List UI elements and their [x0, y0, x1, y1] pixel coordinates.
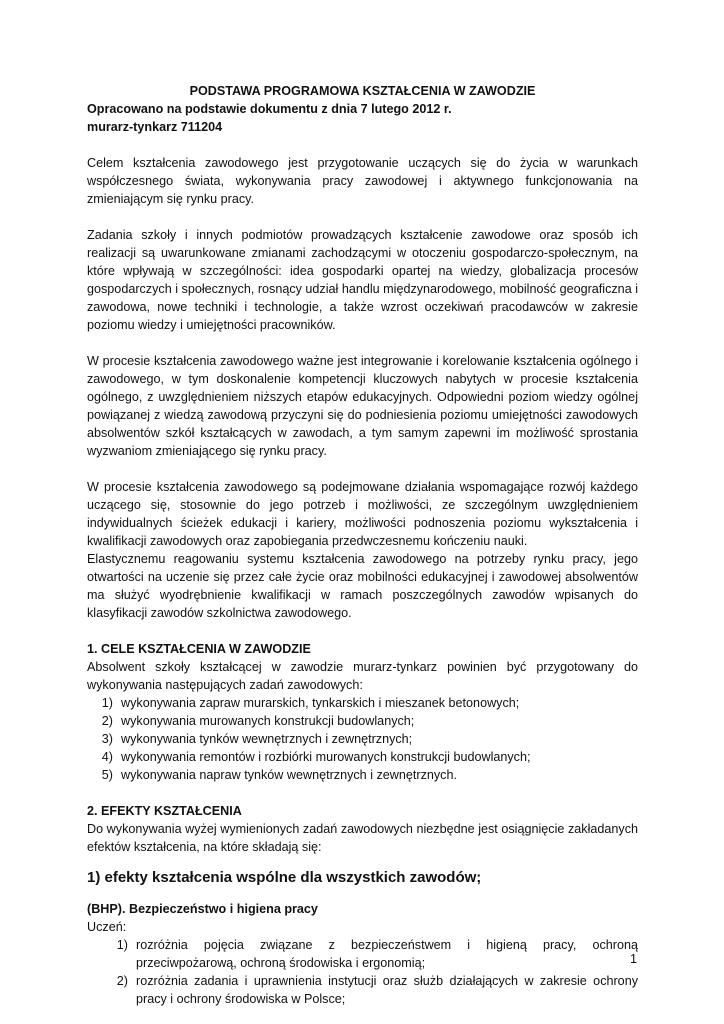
section-heading-goals: 1. CELE KSZTAŁCENIA W ZAWODZIE: [87, 642, 311, 656]
list-number: 4): [101, 750, 113, 764]
page-number: 1: [629, 952, 637, 966]
list-item: [87, 766, 638, 784]
list-text: wykonywania tynków wewnętrznych i zewnętrznych;: [121, 732, 413, 746]
section-intro: Do wykonywania wyżej wymienionych zadań zawodowych niezbędne jest osiągnięcie zakładanych efektów kształcenia, na które składają się:: [87, 822, 638, 854]
list-text: rozróżnia zadania i uprawnienia instytucji oraz służb działających w zakresie ochrony pracy i ochrony środowiska w Polsce;: [136, 974, 638, 1006]
document-page: [87, 82, 638, 1008]
list-number: 5): [101, 768, 113, 782]
paragraph: Celem kształcenia zawodowego jest przygotowanie uczących się do życia w warunkach współczesnego świata, wykonywania pracy zawodowej i aktywnego funkcjonowania na zmieniającym się rynku pracy.: [87, 156, 638, 206]
list-number: 3): [101, 732, 113, 746]
list-text: wykonywania remontów i rozbiórki murowanych konstrukcji budowlanych;: [121, 750, 531, 764]
list-item: [87, 936, 638, 972]
list-number: 2): [116, 974, 128, 988]
subsection-heading: 1) efekty kształcenia wspólne dla wszystkich zawodów;: [87, 869, 482, 886]
learner-label: Uczeń:: [87, 920, 127, 934]
list-number: 1): [116, 938, 128, 952]
list-number: 1): [101, 696, 113, 710]
task-list: [87, 694, 638, 784]
bhp-list: [87, 936, 638, 1008]
list-text: wykonywania murowanych konstrukcji budowlanych;: [121, 714, 415, 728]
paragraph: Elastycznemu reagowaniu systemu kształcenia zawodowego na potrzeby rynku pracy, jego otwartości na uczenie się przez całe życie oraz mobilności edukacyjnej i zawodowej absolwentów ma służyć wyodrębnienie kwalifikacji w ramach poszczególnych zawodów wpisanych do klasyfikacji zawodów szkolnictwa zawodowego.: [87, 552, 638, 620]
list-item: [87, 748, 638, 766]
list-number: 2): [101, 714, 113, 728]
list-item: [87, 730, 638, 748]
paragraph: W procesie kształcenia zawodowego ważne jest integrowanie i korelowanie kształcenia ogólnego i zawodowego, w tym doskonalenie kompetencji kluczowych nabytych w procesie kształcenia ogólnego, z uwzględnieniem niższych etapów edukacyjnych. Odpowiedni poziom wiedzy ogólnej powiązanej z wiedzą zawodową przyczyni się do podniesienia poziomu umiejętności zawodowych absolwentów szkół kształcących w zawodach, a tym samym zapewni im możliwość sprostania wyzwaniom zmieniającego się rynku pracy.: [87, 354, 638, 458]
list-text: wykonywania napraw tynków wewnętrznych i zewnętrznych.: [121, 768, 457, 782]
list-item: [87, 712, 638, 730]
list-item: [87, 972, 638, 1008]
source-line: Opracowano na podstawie dokumentu z dnia 7 lutego 2012 r.: [87, 102, 452, 116]
bhp-heading: (BHP). Bezpieczeństwo i higiena pracy: [87, 902, 318, 916]
paragraph: Zadania szkoły i innych podmiotów prowadzących kształcenie zawodowe oraz sposób ich realizacji są uwarunkowane zmianami zachodzącymi w otoczeniu gospodarczo-społecznym, na które wpływają w szczególności: idea gospodarki opartej na wiedzy, globalizacja procesów gospodarczych i społecznych, rosnący udział handlu międzynarodowego, mobilność geograficzna i zawodowa, nowe techniki i technologie, a także wzrost oczekiwań pracodawców w zakresie poziomu wiedzy i umiejętności pracowników.: [87, 228, 638, 332]
section-intro: Absolwent szkoły kształcącej w zawodzie murarz-tynkarz powinien być przygotowany do wykonywania następujących zadań zawodowych:: [87, 660, 638, 692]
list-text: wykonywania zapraw murarskich, tynkarskich i mieszanek betonowych;: [121, 696, 520, 710]
profession-line: murarz-tynkarz 711204: [87, 120, 223, 134]
paragraph: W procesie kształcenia zawodowego są podejmowane działania wspomagające rozwój każdego uczącego się, stosownie do jego potrzeb i możliwości, ze szczególnym uwzględnieniem indywidualnych ścieżek edukacji i kariery, możliwości podnoszenia poziomu wykształcenia i kwalifikacji zawodowych oraz zapobiegania przedwczesnemu kończeniu nauki.: [87, 480, 638, 548]
section-heading-effects: 2. EFEKTY KSZTAŁCENIA: [87, 804, 242, 818]
list-text: rozróżnia pojęcia związane z bezpieczeństwem i higieną pracy, ochroną przeciwpożarową, ochroną środowiska i ergonomią;: [136, 938, 638, 970]
document-title: PODSTAWA PROGRAMOWA KSZTAŁCENIA W ZAWODZIE: [189, 84, 536, 98]
list-item: [87, 694, 638, 712]
